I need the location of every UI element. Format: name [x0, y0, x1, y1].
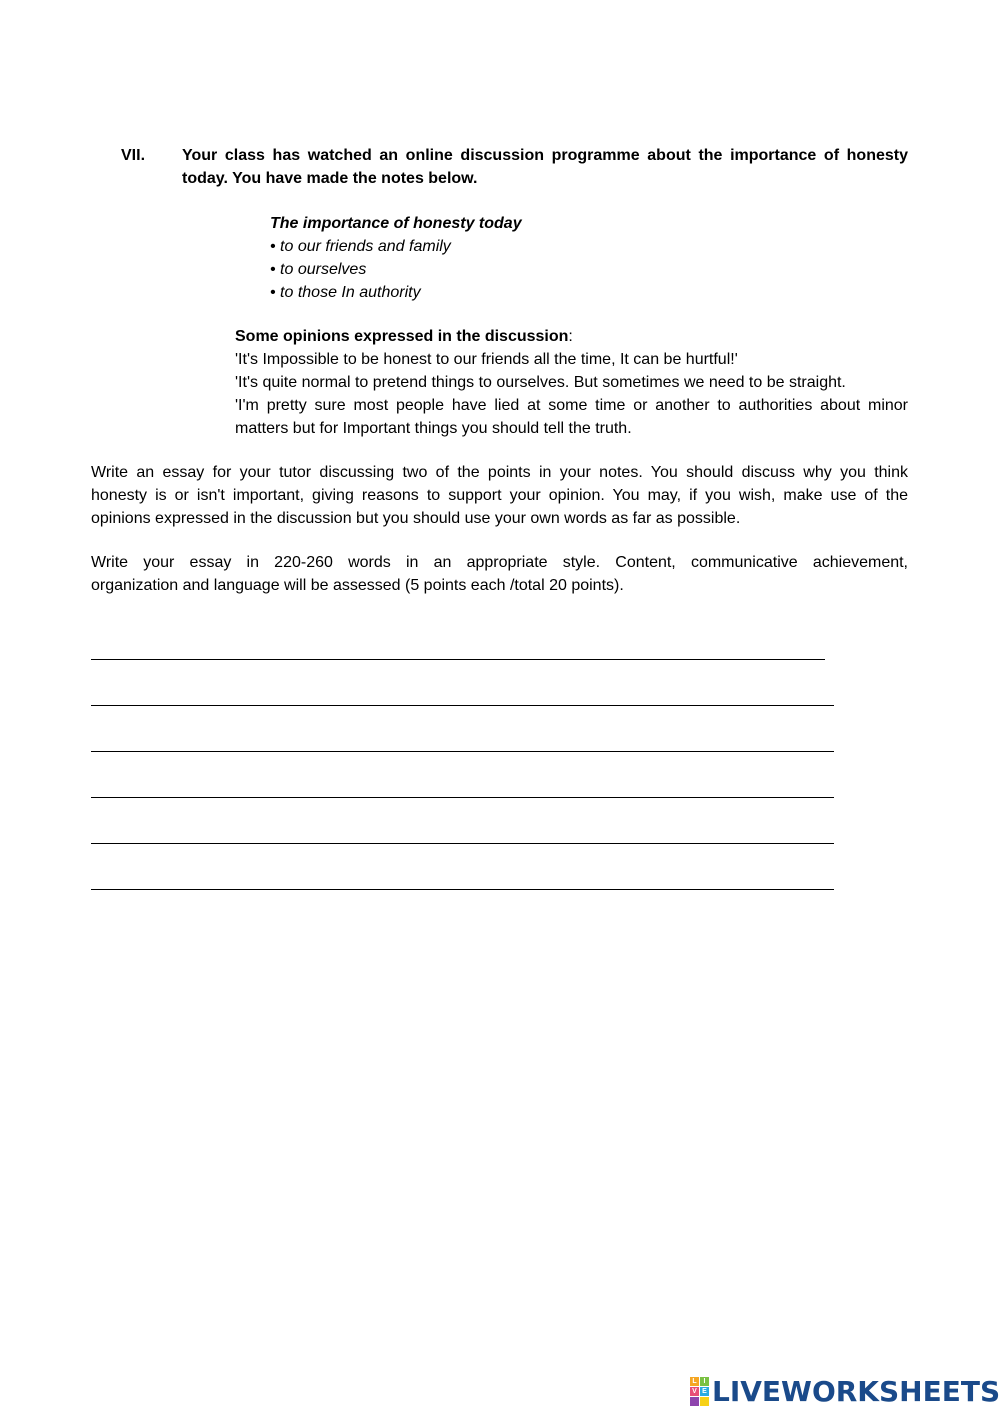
notes-heading: The importance of honesty today: [270, 215, 522, 232]
answer-line-1[interactable]: [91, 659, 825, 660]
essay-instruction-p2-line-2: organization and language will be assessed (5 points each /total 20 points).: [91, 577, 624, 594]
opinions-heading-colon: :: [568, 328, 573, 345]
task-instruction-line-1: Your class has watched an online discussion programme about the importance of honesty: [182, 147, 908, 164]
answer-line-5[interactable]: [91, 843, 834, 844]
essay-instruction-p1-line-3: opinions expressed in the discussion but you should use your own words as far as possible.: [91, 510, 741, 527]
logo-tile-v: V: [690, 1387, 699, 1396]
logo-tile-6: [700, 1397, 709, 1406]
answer-line-4[interactable]: [91, 797, 834, 798]
task-number: VII.: [121, 147, 146, 164]
opinion-line-3: 'I'm pretty sure most people have lied at some time or another to authorities about minor: [235, 397, 908, 414]
liveworksheets-logo[interactable]: [690, 1373, 1000, 1409]
logo-tile-5: [690, 1397, 699, 1406]
opinion-line-4: matters but for Important things you should tell the truth.: [235, 420, 632, 437]
answer-line-3[interactable]: [91, 751, 834, 752]
opinion-line-1: 'It's Impossible to be honest to our friends all the time, It can be hurtful!': [235, 351, 738, 368]
essay-instruction-p1-line-1: Write an essay for your tutor discussing two of the points in your notes. You should discuss why you think: [91, 464, 908, 481]
opinions-heading: Some opinions expressed in the discussion: [235, 328, 569, 345]
answer-line-2[interactable]: [91, 705, 834, 706]
opinion-line-2: 'It's quite normal to pretend things to ourselves. But sometimes we need to be straight.: [235, 374, 846, 391]
notes-bullet-2: • to ourselves: [270, 261, 367, 278]
essay-instruction-p1-line-2: honesty is or isn't important, giving reasons to support your opinion. You may, if you wish, make use of the: [91, 487, 908, 504]
opinions-heading-row: [235, 325, 573, 348]
logo-tile-l: L: [690, 1377, 699, 1386]
essay-instruction-p2-line-1: Write your essay in 220-260 words in an appropriate style. Content, communicative achievement,: [91, 554, 908, 571]
notes-bullet-1: • to our friends and family: [270, 238, 451, 255]
logo-tile-e: E: [700, 1387, 709, 1396]
liveworksheets-logo-icon: [690, 1377, 709, 1406]
answer-line-6[interactable]: [91, 889, 834, 890]
liveworksheets-logo-text: LIVEWORKSHEETS: [712, 1374, 1000, 1408]
logo-tile-i: I: [700, 1377, 709, 1386]
task-instruction-line-2: today. You have made the notes below.: [182, 170, 478, 187]
notes-bullet-3: • to those In authority: [270, 284, 421, 301]
